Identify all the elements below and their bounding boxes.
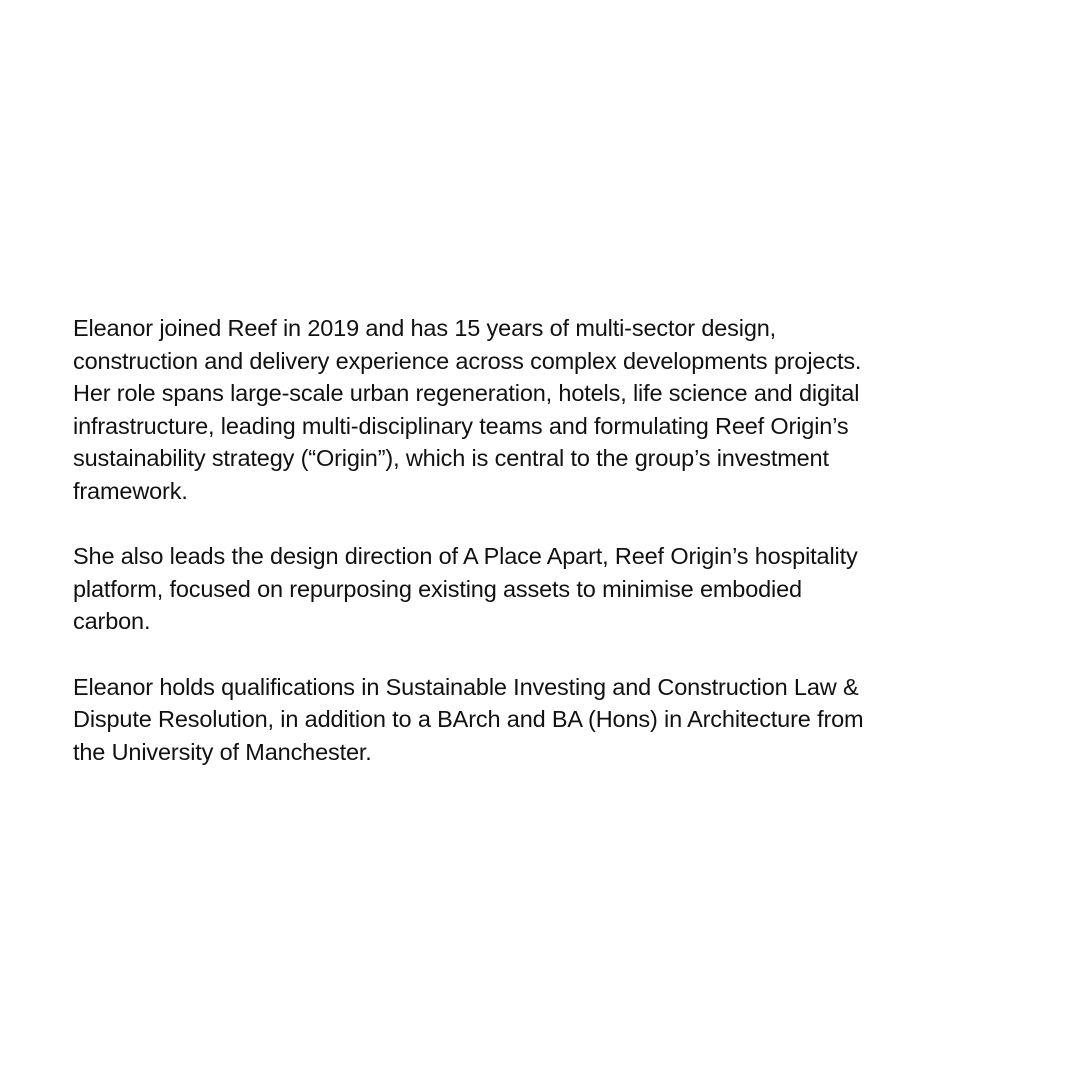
bio-line: She also leads the design direction of A Place Apart, Reef Origin’s hospitality	[73, 543, 858, 570]
bio-line: Dispute Resolution, in addition to a BArch and BA (Hons) in Architecture from	[73, 706, 864, 733]
bio-line: infrastructure, leading multi-disciplinary teams and formulating Reef Origin’s	[73, 412, 849, 439]
paragraph-spacer	[73, 508, 1013, 541]
bio-line: carbon.	[73, 608, 151, 635]
bio-paragraph-1	[73, 312, 1013, 508]
bio-paragraph-2	[73, 540, 1013, 638]
bio-line: the University of Manchester.	[73, 738, 372, 765]
bio-line: Eleanor holds qualifications in Sustainable Investing and Construction Law &	[73, 673, 859, 700]
bio-line: sustainability strategy (“Origin”), which is central to the group’s investment	[73, 445, 829, 472]
bio-line: framework.	[73, 477, 188, 504]
paragraph-spacer	[73, 638, 1013, 671]
bio-text-block	[73, 312, 1013, 768]
bio-paragraph-3	[73, 671, 1013, 769]
bio-line: Her role spans large-scale urban regeneration, hotels, life science and digital	[73, 380, 860, 407]
bio-line: Eleanor joined Reef in 2019 and has 15 years of multi-sector design,	[73, 315, 777, 341]
bio-line: construction and delivery experience across complex developments projects.	[73, 347, 862, 374]
bio-line: platform, focused on repurposing existing assets to minimise embodied	[73, 575, 802, 602]
